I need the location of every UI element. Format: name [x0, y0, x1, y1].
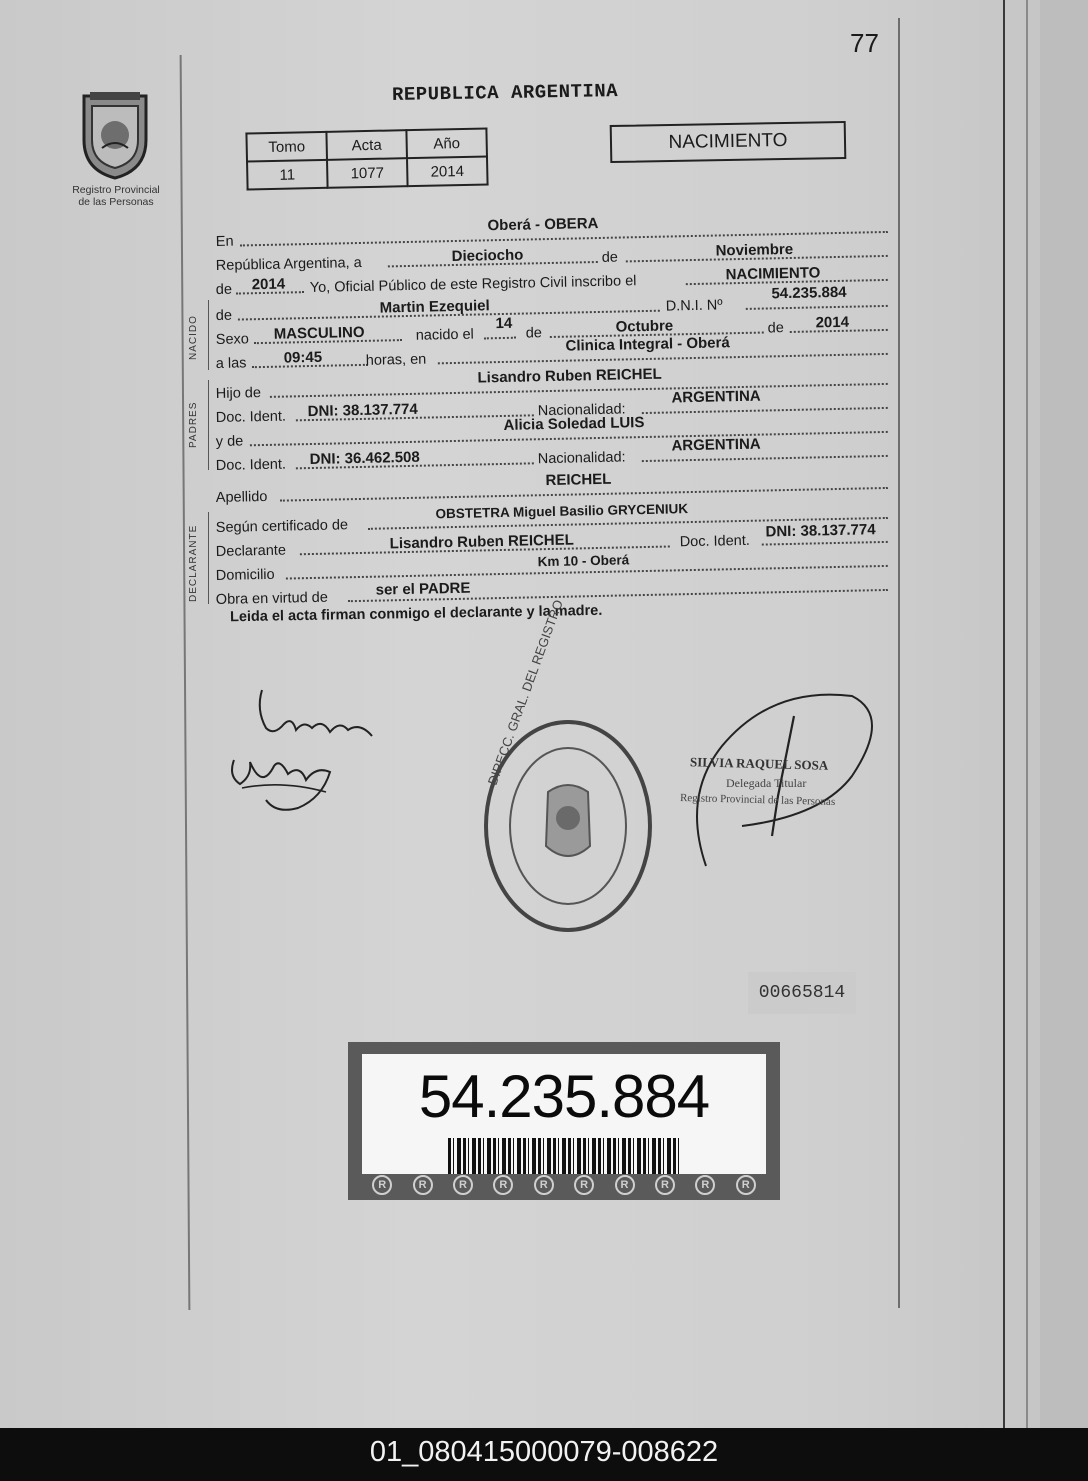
label-de-3: de [767, 320, 785, 337]
record-header-acta: Acta [326, 130, 407, 160]
value-certifier: OBSTETRA Miguel Basilio GRYCENIUK [435, 501, 689, 522]
record-header-anio: Año [406, 128, 487, 158]
value-day: Dieciocho [451, 246, 524, 266]
official-office: Registro Provincial de las Personas [679, 791, 836, 809]
label-apellido: Apellido [215, 488, 268, 506]
label-doc-mother: Doc. Ident. [215, 456, 287, 474]
label-nacionalidad-mother: Nacionalidad: [537, 449, 626, 468]
value-surname: REICHEL [545, 470, 612, 490]
padres-rule [208, 380, 209, 470]
value-birth-day: 14 [495, 314, 513, 333]
value-birth-year: 2014 [815, 313, 850, 332]
record-header-tomo: Tomo [246, 132, 327, 162]
label-inscribo: Yo, Oficial Público de este Registro Civil inscribo el [309, 273, 637, 297]
value-birth-month: Octubre [615, 317, 674, 336]
page-edge [1003, 0, 1005, 1428]
official-name: SILVIA RAQUEL SOSA [689, 754, 829, 773]
agency-caption [60, 184, 172, 208]
province-crest [76, 90, 154, 180]
label-watermark-row: R R R R R R R R R R [362, 1174, 766, 1196]
record-table [245, 127, 488, 190]
label-hijo-de: Hijo de [215, 385, 262, 402]
label-doc-declarant: Doc. Ident. [679, 532, 751, 551]
value-declarant-name: Lisandro Ruben REICHEL [389, 531, 575, 553]
label-de-name: de [215, 307, 233, 324]
agency-caption-line1: Registro Provincial [72, 184, 160, 196]
label-declarante: Declarante [215, 542, 287, 560]
value-mother-nationality: ARGENTINA [671, 435, 761, 455]
label-domicilio: Domicilio [215, 566, 275, 584]
declarante-rule [208, 512, 209, 604]
barcode [448, 1138, 680, 1174]
value-birth-place: Clinica Integral - Oberá [565, 334, 730, 355]
official-seal [478, 597, 658, 941]
section-declarante: DECLARANTE [188, 524, 199, 602]
value-father-nationality: ARGENTINA [671, 387, 761, 407]
value-mother-doc: DNI: 36.462.508 [309, 448, 420, 469]
document-title: REPUBLICA ARGENTINA [391, 80, 619, 106]
label-horas-en: horas, en [365, 351, 427, 369]
label-nacionalidad-father: Nacionalidad: [537, 401, 626, 420]
value-father-name: Lisandro Ruben REICHEL [477, 365, 662, 387]
label-sexo: Sexo [215, 331, 250, 348]
label-dni-number: 54.235.884 [418, 1063, 710, 1130]
value-birth-time: 09:45 [283, 348, 323, 367]
value-month: Noviembre [715, 240, 794, 260]
value-mother-name: Alicia Soledad LUIS [503, 414, 645, 434]
value-act-type: NACIMIENTO [725, 264, 821, 284]
closing-statement: Leida el acta firman conmigo el declarante y la madre. [229, 602, 603, 626]
serial-number: 00665814 [748, 972, 856, 1014]
label-year-prefix: de [215, 281, 233, 298]
record-value-tomo: 11 [247, 160, 328, 190]
label-de-2: de [525, 325, 543, 342]
svg-text:DIRECC. GRAL. DEL REGISTRO: DIRECC. GRAL. DEL REGISTRO [484, 597, 566, 788]
value-obra: ser el PADRE [375, 579, 471, 599]
record-value-acta: 1077 [327, 158, 408, 188]
label-nacido-el: nacido el [415, 326, 474, 344]
official-title: Delegada Titular [726, 776, 807, 790]
page-edge-shadow [1026, 0, 1028, 1428]
value-father-doc: DNI: 38.137.774 [307, 400, 418, 421]
label-doc-father: Doc. Ident. [215, 408, 287, 426]
section-padres: PADRES [188, 401, 199, 448]
label-y-de: y de [215, 433, 244, 450]
value-place: Oberá - OBERA [487, 214, 599, 235]
label-segun-certificado: Según certificado de [215, 517, 349, 536]
label-en: En [215, 233, 234, 250]
value-sex: MASCULINO [273, 323, 365, 343]
label-republica: República Argentina, a [215, 254, 362, 274]
page-number: 77 [850, 28, 879, 58]
value-child-dni: 54.235.884 [771, 283, 847, 303]
row-surname [216, 470, 888, 506]
scan-footer-code: 01_080415000079-008622 [0, 1428, 1088, 1481]
dni-barcode-label [348, 1042, 780, 1200]
label-de: de [601, 249, 619, 266]
label-face [362, 1054, 766, 1174]
left-margin-rule [180, 55, 191, 1310]
value-child-name: Martin Ezequiel [379, 297, 490, 317]
label-obra: Obra en virtud de [215, 589, 329, 608]
value-year: 2014 [251, 275, 286, 294]
value-address: Km 10 - Oberá [537, 552, 630, 570]
value-declarant-doc: DNI: 38.137.774 [765, 521, 876, 541]
declarant-signature [222, 680, 392, 825]
nacido-rule [208, 300, 209, 370]
section-nacido: NACIDO [188, 315, 199, 360]
label-dni: D.N.I. Nº [665, 297, 723, 315]
record-value-anio: 2014 [407, 156, 488, 186]
act-type-box: NACIMIENTO [610, 121, 847, 163]
agency-caption-line2: de las Personas [78, 196, 154, 208]
right-margin-rule [898, 18, 900, 1308]
label-a-las: a las [215, 355, 247, 372]
